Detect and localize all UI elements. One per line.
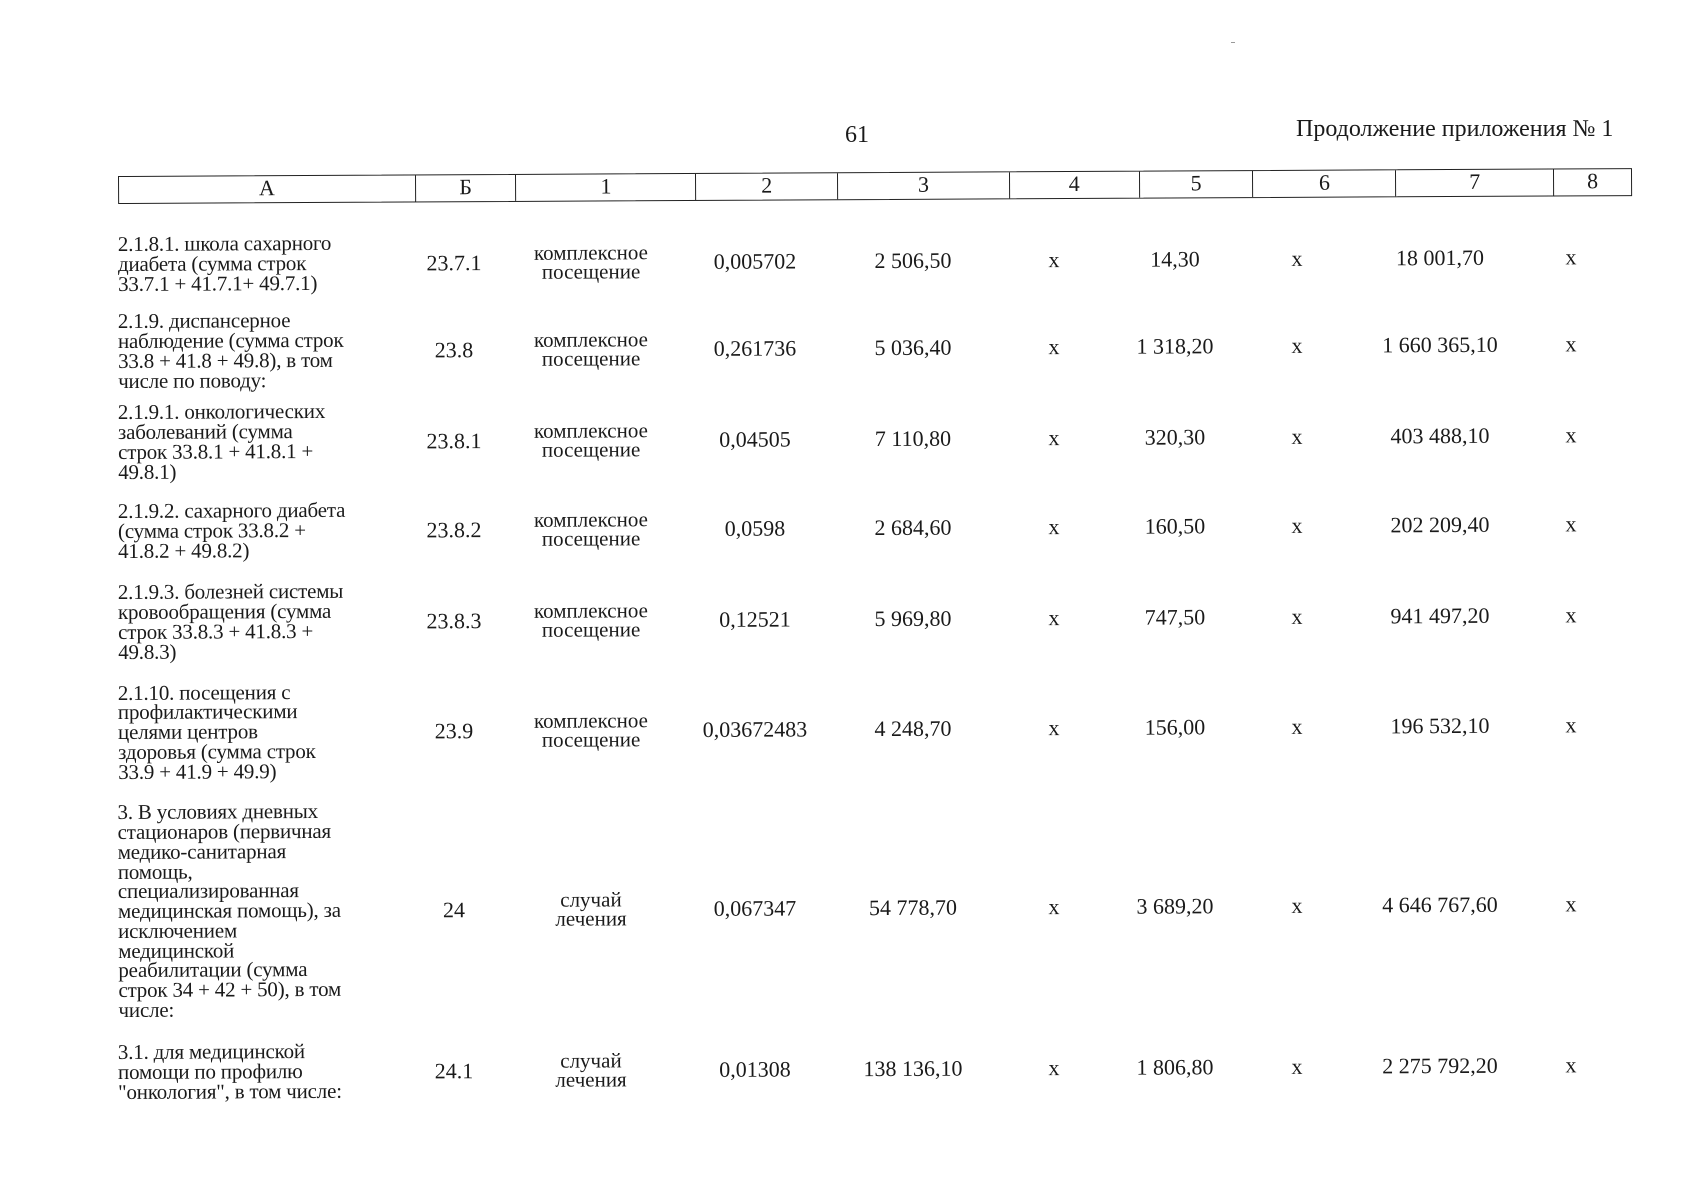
row-name-line: строк 33.8.1 + 41.8.1 + (117, 438, 314, 464)
row-col-4: х (1048, 894, 1060, 920)
row-name (117, 399, 408, 484)
row-unit (500, 887, 682, 931)
row-code: 23.7.1 (426, 250, 482, 276)
row-unit-line: посещение (541, 437, 641, 462)
row-unit-line: комплексное (533, 418, 648, 443)
row-code: 24 (442, 897, 466, 923)
row-name-line: 3. В условиях дневных (117, 799, 318, 825)
row-col-6: х (1291, 512, 1303, 538)
row-name-line: кровообращения (сумма (117, 599, 332, 625)
row-name-line: специализированная (117, 878, 299, 904)
row-col-4: х (1048, 425, 1060, 451)
row-col-6: х (1291, 423, 1303, 449)
row-col-2: 0,067347 (713, 895, 797, 921)
row-name-line: медико-санитарная (117, 838, 287, 864)
row-unit-line: случай (560, 1048, 622, 1073)
row-unit-line: комплексное (533, 240, 648, 265)
row-col-3: 138 136,10 (863, 1055, 963, 1082)
row-name-line: помощи по профилю (117, 1059, 303, 1085)
row-unit (500, 507, 682, 551)
col-header-3: 3 (838, 172, 1010, 199)
row-col-3: 54 778,70 (868, 894, 958, 921)
row-col-5: 1 318,20 (1136, 333, 1214, 359)
row-unit-line: лечения (555, 906, 627, 931)
row-col-3: 7 110,80 (874, 425, 952, 452)
row-unit (500, 418, 682, 462)
row-col-6: х (1291, 1053, 1303, 1079)
row-unit-line: посещение (541, 259, 641, 284)
row-unit (500, 1048, 682, 1092)
row-col-8: х (1565, 712, 1577, 738)
row-name-line: здоровья (сумма строк (118, 738, 316, 764)
appendix-continuation-title: Продолжение приложения № 1 (1296, 116, 1614, 142)
row-name-line: исключением (118, 918, 238, 943)
row-name-line: 33.7.1 + 41.7.1+ 49.7.1) (118, 270, 318, 296)
row-col-7: 4 646 767,60 (1382, 891, 1498, 918)
row-name-line: реабилитации (сумма (118, 957, 308, 983)
row-col-5: 320,30 (1144, 424, 1206, 450)
row-col-3: 2 506,50 (874, 247, 952, 274)
row-col-7: 403 488,10 (1390, 422, 1490, 449)
row-unit-line: посещение (541, 346, 641, 371)
row-col-5: 14,30 (1150, 246, 1200, 272)
row-col-6: х (1291, 713, 1303, 739)
row-name-line: числе: (118, 997, 175, 1023)
row-name-line: (сумма строк 33.8.2 + (117, 518, 306, 544)
row-col-2: 0,03672483 (702, 716, 808, 742)
row-col-2: 0,04505 (719, 426, 791, 452)
table-row (118, 664, 1639, 794)
row-col-5: 747,50 (1144, 604, 1206, 630)
col-header-a: А (119, 175, 416, 203)
col-header-6: 6 (1253, 170, 1396, 197)
table-row (118, 1022, 1638, 1116)
row-name-line: 3.1. для медицинской (117, 1039, 305, 1065)
row-col-6: х (1291, 892, 1303, 918)
row-col-7: 941 497,20 (1390, 602, 1490, 629)
row-col-8: х (1565, 331, 1577, 357)
page-number: 61 (845, 122, 869, 148)
row-name (117, 231, 408, 296)
row-name-line: стационаров (первичная (117, 818, 332, 844)
row-unit-line: посещение (541, 617, 641, 642)
row-name-line: 2.1.10. посещения с (117, 679, 291, 705)
row-name-line: профилактическими (117, 699, 298, 725)
row-unit (500, 708, 682, 752)
row-name-line: строк 34 + 42 + 50), в том (118, 977, 342, 1003)
row-unit (500, 598, 682, 642)
table-body (118, 222, 1638, 1116)
row-col-8: х (1565, 891, 1577, 917)
row-col-8: х (1565, 422, 1577, 448)
row-name-line: 2.1.9. диспансерное (117, 308, 291, 334)
row-col-7: 202 209,40 (1390, 511, 1490, 538)
col-header-1: 1 (516, 174, 696, 201)
row-name (117, 1039, 408, 1104)
table-row (118, 300, 1638, 396)
row-col-3: 2 684,60 (874, 514, 952, 541)
row-col-7: 18 001,70 (1395, 244, 1485, 271)
row-unit-line: посещение (541, 526, 641, 551)
row-col-8: х (1565, 1052, 1577, 1078)
row-col-2: 0,01308 (719, 1056, 791, 1082)
row-code: 23.8.2 (426, 517, 482, 543)
row-unit-line: комплексное (533, 327, 648, 352)
row-name-line: заболеваний (сумма (117, 419, 293, 445)
row-unit-line: комплексное (533, 507, 648, 532)
row-name (117, 308, 408, 393)
row-col-4: х (1048, 1055, 1060, 1081)
row-col-5: 160,50 (1144, 513, 1206, 539)
row-name-line: наблюдение (сумма строк (117, 328, 344, 354)
row-col-3: 5 036,40 (874, 334, 952, 361)
row-col-6: х (1291, 332, 1303, 358)
row-name (117, 679, 409, 784)
row-code: 23.9 (434, 718, 474, 744)
row-name-line: 2.1.9.1. онкологических (117, 399, 326, 425)
row-unit (500, 240, 682, 284)
row-name-line: 49.8.1) (118, 459, 177, 484)
row-name-line: числе по поводу: (118, 368, 267, 393)
row-col-8: х (1565, 244, 1577, 270)
row-code: 23.8.3 (426, 608, 482, 634)
row-name-line: медицинской (118, 938, 235, 963)
row-name-line: диабета (сумма строк (117, 251, 307, 277)
table-column-header (118, 168, 1632, 204)
row-col-3: 4 248,70 (874, 715, 952, 742)
table-row (118, 388, 1638, 490)
row-name-line: 2.1.9.3. болезней системы (117, 579, 344, 605)
table-row (117, 786, 1638, 1030)
row-name (117, 579, 408, 664)
row-col-2: 0,0598 (724, 515, 786, 541)
col-header-4: 4 (1010, 172, 1140, 199)
row-name (117, 799, 408, 1023)
row-code: 23.8.1 (426, 428, 482, 454)
row-name-line: 2.1.9.2. сахарного диабета (117, 498, 346, 524)
row-col-4: х (1048, 715, 1060, 741)
scan-speck (1231, 42, 1235, 43)
row-col-4: х (1048, 514, 1060, 540)
row-name (117, 498, 408, 563)
row-unit-line: посещение (541, 727, 641, 752)
col-header-5: 5 (1140, 171, 1254, 198)
row-col-5: 1 806,80 (1136, 1054, 1214, 1080)
row-col-4: х (1048, 334, 1060, 360)
row-unit-line: комплексное (533, 708, 648, 733)
row-code: 24.1 (434, 1058, 474, 1084)
row-col-2: 0,12521 (719, 606, 791, 632)
row-col-4: х (1048, 247, 1060, 273)
col-header-b: Б (416, 175, 517, 202)
row-name-line: 49.8.3) (118, 639, 177, 664)
row-col-5: 156,00 (1144, 714, 1206, 740)
col-header-8: 8 (1587, 168, 1599, 194)
row-col-2: 0,261736 (713, 335, 797, 361)
row-col-7: 2 275 792,20 (1382, 1052, 1498, 1079)
row-name-line: 33.8 + 41.8 + 49.8), в том (117, 347, 333, 373)
table-row (118, 566, 1638, 672)
row-name-line: помощь, (117, 859, 193, 884)
row-unit-line: случай (560, 887, 622, 912)
row-unit-line: лечения (555, 1067, 627, 1092)
row-name-line: медицинская помощь), за (117, 897, 341, 924)
col-header-7: 7 (1396, 169, 1554, 196)
row-col-6: х (1291, 245, 1303, 271)
row-name-line: целями центров (117, 719, 258, 745)
row-unit (500, 327, 682, 371)
col-header-2: 2 (696, 173, 838, 200)
row-name-line: "онкология", в том числе: (118, 1078, 342, 1104)
row-col-5: 3 689,20 (1136, 893, 1214, 919)
row-unit-line: комплексное (533, 598, 648, 623)
row-name-line: 2.1.8.1. школа сахарного (117, 231, 332, 257)
row-name-line: 33.9 + 41.9 + 49.9) (118, 758, 277, 784)
row-col-4: х (1048, 605, 1060, 631)
table-row (118, 214, 1638, 308)
row-col-8: х (1565, 511, 1577, 537)
row-col-2: 0,005702 (713, 248, 797, 274)
row-col-6: х (1291, 603, 1303, 629)
row-col-8: х (1565, 602, 1577, 628)
row-col-3: 5 969,80 (874, 605, 952, 632)
row-col-7: 1 660 365,10 (1382, 331, 1498, 358)
row-name-line: 41.8.2 + 49.8.2) (118, 538, 250, 563)
row-code: 23.8 (434, 337, 474, 363)
row-name-line: строк 33.8.3 + 41.8.3 + (117, 618, 314, 644)
table-row (118, 482, 1638, 574)
row-col-7: 196 532,10 (1390, 712, 1490, 739)
